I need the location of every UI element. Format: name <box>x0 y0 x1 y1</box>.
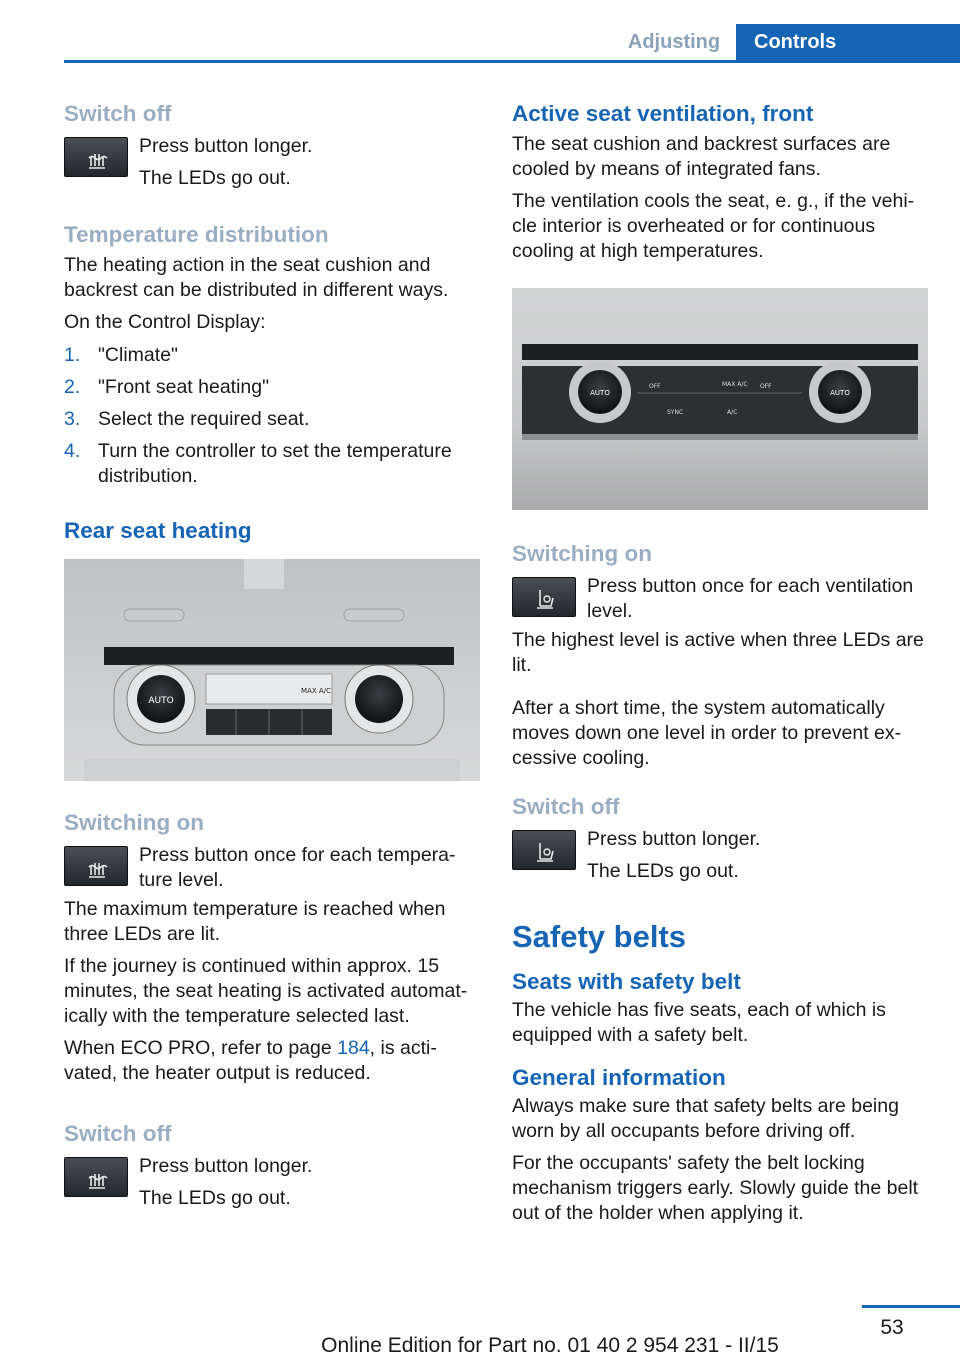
temp-dist-paragraph-1: The heating action in the seat cushion and backrest can be distributed in different ways. <box>64 254 449 301</box>
safety-belts-heading: Safety belts <box>512 919 687 954</box>
step-text: "Climate" <box>98 344 178 366</box>
switching-on-heading: Switching on <box>64 810 204 835</box>
switching-on-paragraph-1: The maximum temperature is reached when three LEDs are lit. <box>64 898 446 945</box>
general-information-paragraph-2: For the occupants' safety the belt locking mechanism triggers early. Slowly guide the belt out of the holder when applying it. <box>512 1152 919 1224</box>
rear-max-ac-label: MAX A/C <box>301 687 331 695</box>
left-column <box>64 100 482 1211</box>
front-max-ac-label: MAX A/C <box>722 381 748 388</box>
switch-off-2-line2: The LEDs go out. <box>139 1187 291 1209</box>
ventilation-switch-off-line1: Press button longer. <box>587 828 761 850</box>
active-seat-ventilation-heading: Active seat ventilation, front <box>512 101 814 126</box>
seat-heating-button-icon <box>64 1157 128 1197</box>
switching-on-paragraph-2: If the journey is continued within approx. 15 minutes, the seat heating is activated automat‐ically with the temperature selected last. <box>64 955 468 1027</box>
list-item <box>64 439 482 489</box>
seats-with-safety-belt-paragraph: The vehicle has five seats, each of which is equipped with a safety belt. <box>512 999 886 1046</box>
ventilation-switching-on-paragraph-1: The highest level is active when three LEDs are lit. <box>512 629 924 676</box>
switch-off-button-row-2 <box>64 1154 482 1211</box>
page-184-link[interactable]: 184 <box>337 1037 370 1059</box>
list-item <box>64 343 482 368</box>
seat-ventilation-button-icon <box>512 577 576 617</box>
switching-on-button-row <box>64 843 482 893</box>
step-text: "Front seat heating" <box>98 376 270 398</box>
switch-off-heading-2: Switch off <box>64 1121 172 1146</box>
temp-dist-steps <box>64 343 482 489</box>
front-sync-label: SYNC <box>667 409 684 416</box>
general-information-heading: General information <box>512 1065 726 1090</box>
front-climate-panel-photo <box>512 288 928 510</box>
page-number: 53 <box>880 1316 904 1339</box>
step-text: Select the required seat. <box>98 408 310 430</box>
seats-with-safety-belt-heading: Seats with safety belt <box>512 969 741 994</box>
switch-off-button-row <box>64 134 482 191</box>
front-off-label-1: OFF <box>649 383 661 390</box>
ventilation-switch-off-button-row <box>512 827 932 884</box>
footer-edition: Online Edition for Part no. 01 40 2 954 231 - II/15 <box>321 1334 779 1357</box>
step-number: 1. <box>64 344 81 366</box>
header-rule <box>64 60 960 63</box>
seat-heating-button-icon <box>64 137 128 177</box>
temperature-distribution-heading: Temperature distribution <box>64 222 329 247</box>
general-information-paragraph-1: Always make sure that safety belts are being worn by all occupants before driving off. <box>512 1095 899 1142</box>
ventilation-switch-off-line2: The LEDs go out. <box>587 860 739 882</box>
switch-off-line2: The LEDs go out. <box>139 167 291 189</box>
front-auto-right-label: AUTO <box>830 389 850 397</box>
switch-off-2-line1: Press button longer. <box>139 1155 313 1177</box>
ventilation-paragraph-1: The seat cushion and backrest surfaces are cooled by means of integrated fans. <box>512 133 891 180</box>
step-text: Turn the controller to set the temperature distribution. <box>98 440 452 487</box>
eco-pro-text-before: When ECO PRO, refer to page <box>64 1037 338 1059</box>
eco-pro-text-after: , is acti‐vated, the heater output is reduced. <box>64 1037 437 1084</box>
ventilation-switching-on-heading: Switching on <box>512 541 652 566</box>
seat-ventilation-button-icon <box>512 830 576 870</box>
front-ac-label: A/C <box>727 409 738 416</box>
step-number: 4. <box>64 440 81 462</box>
rear-auto-label: AUTO <box>148 696 174 706</box>
step-number: 2. <box>64 376 81 398</box>
rear-seat-heating-heading: Rear seat heating <box>64 518 252 543</box>
switch-off-line1: Press button longer. <box>139 135 313 157</box>
list-item <box>64 375 482 400</box>
header-tab-controls: Controls <box>736 24 960 61</box>
ventilation-switching-on-paragraph-2: After a short time, the system automatically moves down one level in order to prevent ex‐cessive cooling. <box>512 697 902 769</box>
header-tab-adjusting: Adjusting <box>627 31 721 53</box>
temp-dist-paragraph-2: On the Control Display: <box>64 311 266 333</box>
front-off-label-2: OFF <box>760 383 772 390</box>
eco-pro-paragraph <box>64 1036 482 1086</box>
rear-climate-panel-photo <box>64 559 480 781</box>
ventilation-switching-on-button-text: Press button once for each ventilation level. <box>587 575 914 622</box>
page-number-rule <box>862 1305 960 1308</box>
list-item <box>64 407 482 432</box>
ventilation-switch-off-heading: Switch off <box>512 794 620 819</box>
switch-off-heading: Switch off <box>64 101 172 126</box>
right-column <box>512 100 932 1226</box>
seat-heating-button-icon <box>64 846 128 886</box>
front-auto-left-label: AUTO <box>590 389 610 397</box>
switching-on-button-text: Press button once for each tempera‐ture level. <box>139 844 456 891</box>
ventilation-switching-on-button-row <box>512 574 932 624</box>
step-number: 3. <box>64 408 81 430</box>
ventilation-paragraph-2: The ventilation cools the seat, e. g., if the vehi‐cle interior is overheated or for continuous cooling at high temperatures. <box>512 190 915 262</box>
